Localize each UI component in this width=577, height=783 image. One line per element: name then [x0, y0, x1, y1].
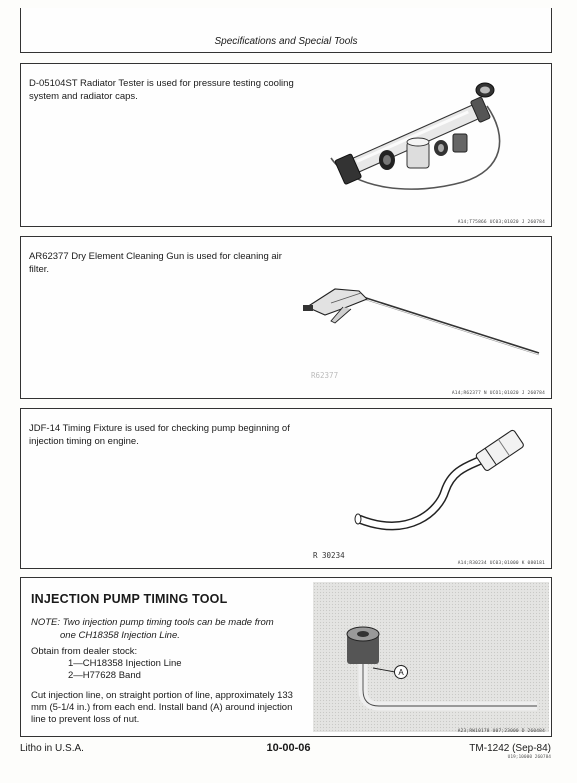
parts-list-item: 2—H77628 Band — [68, 670, 141, 681]
figure-reference: A14;R62377 N UCO1;01020 J 260784 — [451, 391, 545, 396]
section-heading: INJECTION PUMP TIMING TOOL — [31, 592, 228, 606]
parts-list-label: Obtain from dealer stock: — [31, 646, 138, 657]
tool-description: JDF-14 Timing Fixture is used for checking pump beginning of injection timing on engine. — [29, 423, 290, 447]
tool-description: D-05104ST Radiator Tester is used for pressure testing cooling system and radiator caps. — [29, 78, 294, 102]
manual-number: TM-1242 (Sep-84) — [469, 743, 551, 754]
footer-litho: Litho in U.S.A. — [20, 743, 84, 754]
figure-reference: A23;RW10178 U07;23000 D 260484 — [457, 729, 545, 734]
note-line: NOTE: Two injection pump timing tools can be made from — [31, 617, 274, 628]
cleaning-gun-illustration — [301, 277, 551, 367]
header-box — [20, 8, 552, 53]
parts-list-item: 1—CH18358 Injection Line — [68, 658, 182, 669]
timing-fixture-illustration — [339, 425, 539, 545]
footer-reference: U19;10000 260784 — [507, 755, 551, 760]
figure-reference: A14;T75866 UC03;01020 J 260784 — [457, 220, 545, 225]
page-section-title: Specifications and Special Tools — [214, 36, 358, 47]
note-text — [31, 616, 303, 642]
radiator-tester-illustration — [313, 78, 545, 198]
callout-a: A — [398, 668, 404, 677]
figure-code: R 30234 — [313, 551, 345, 560]
tool-description: AR62377 Dry Element Cleaning Gun is used for cleaning air filter. — [29, 251, 282, 275]
timing-tool-illustration — [313, 582, 549, 732]
figure-code: R62377 — [311, 371, 339, 380]
tool-panel-cleaning-gun — [20, 236, 552, 399]
note-line: one CH18358 Injection Line. — [60, 630, 180, 641]
figure-reference: A14;R30234 UC03;01000 K 080181 — [457, 561, 545, 566]
instructions-text: Cut injection line, on straight portion of line, approximately 133 mm (5-1/4 in.) from each end. Install band (A) around injection line to prevent loss of nut. — [31, 690, 293, 725]
timing-tool-photo — [313, 582, 549, 732]
tool-panel-injection-pump-timing — [20, 577, 552, 737]
tool-panel-timing-fixture — [20, 408, 552, 569]
tool-panel-radiator-tester — [20, 63, 552, 227]
page-number: 10-00-06 — [266, 742, 311, 754]
parts-list — [31, 646, 303, 682]
